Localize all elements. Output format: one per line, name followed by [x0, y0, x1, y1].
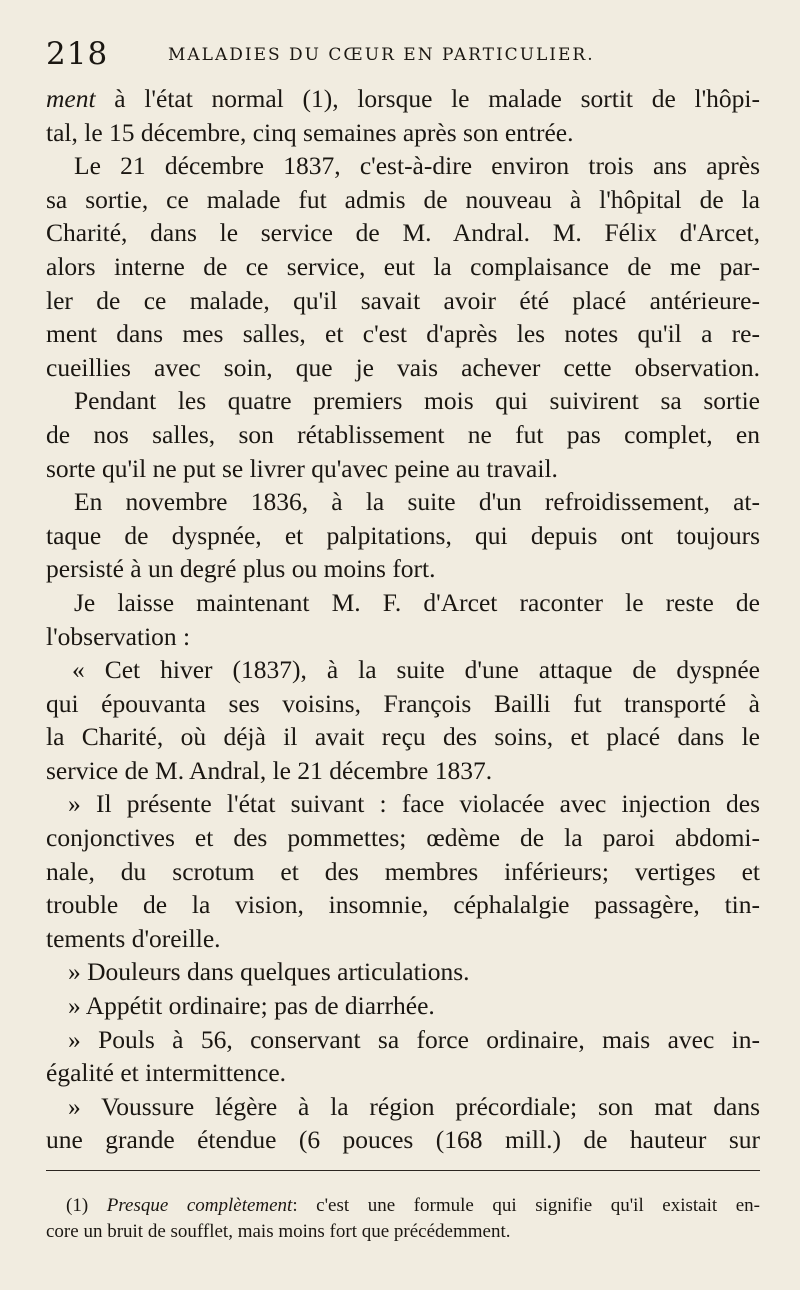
text-line: sa sortie, ce malade fut admis de nouveau à l'hôpital de la	[46, 184, 760, 214]
text-line: taque de dyspnée, et palpitations, qui depuis ont toujours	[46, 520, 760, 550]
text-line: » Douleurs dans quelques articulations.	[68, 957, 470, 987]
footnote-italic-term: Presque complètement	[106, 1195, 293, 1216]
text-line: » Appétit ordinaire; pas de diarrhée.	[68, 991, 435, 1021]
text-line: nale, du scrotum et des membres inférieurs; vertiges et	[46, 856, 760, 886]
page-header	[46, 34, 766, 74]
text-line: Pendant les quatre premiers mois qui suivirent sa sortie	[74, 386, 760, 416]
text-line: sorte qu'il ne put se livrer qu'avec peine au travail.	[46, 453, 558, 483]
footnote-text: : c'est une formule qui signifie qu'il existait en-	[292, 1195, 760, 1216]
footnote-line: core un bruit de soufflet, mais moins fort que précédemment.	[46, 1221, 511, 1242]
text-line: qui épouvanta ses voisins, François Bailli fut transporté à	[46, 688, 760, 718]
text-line: trouble de la vision, insomnie, céphalalgie passagère, tin-	[46, 890, 760, 920]
running-head: MALADIES DU CŒUR EN PARTICULIER.	[168, 45, 595, 65]
text-line	[46, 82, 760, 116]
text-line: » Il présente l'état suivant : face violacée avec injection des	[68, 789, 760, 819]
page-number: 218	[46, 36, 109, 72]
text-run: à l'état normal (1), lorsque le malade sortit de l'hôpi-	[95, 84, 760, 113]
body-text	[46, 82, 760, 1157]
text-line: « Cet hiver (1837), à la suite d'une attaque de dyspnée	[72, 655, 760, 685]
footnote-line	[46, 1193, 760, 1219]
text-line: Le 21 décembre 1837, c'est-à-dire environ trois ans après	[74, 151, 760, 181]
text-line: alors interne de ce service, eut la complaisance de me par-	[46, 251, 760, 281]
text-line: En novembre 1836, à la suite d'un refroidissement, at-	[74, 487, 760, 517]
text-line: conjonctives et des pommettes; œdème de la paroi abdomi-	[46, 823, 760, 853]
text-line: service de M. Andral, le 21 décembre 1837.	[46, 755, 493, 785]
text-line: la Charité, où déjà il avait reçu des soins, et placé dans le	[46, 722, 760, 752]
text-line: ment dans mes salles, et c'est d'après les notes qu'il a re-	[46, 319, 760, 349]
text-line: de nos salles, son rétablissement ne fut pas complet, en	[46, 419, 760, 449]
text-line: égalité et intermittence.	[46, 1058, 287, 1088]
footnote-marker: (1)	[66, 1195, 89, 1216]
text-line: l'observation :	[46, 621, 191, 651]
text-line: Charité, dans le service de M. Andral. M. Félix d'Arcet,	[46, 218, 760, 248]
text-line: une grande étendue (6 pouces (168 mill.) de hauteur sur	[46, 1125, 760, 1155]
text-line: » Pouls à 56, conservant sa force ordinaire, mais avec in-	[68, 1024, 760, 1054]
text-line: tal, le 15 décembre, cinq semaines après son entrée.	[46, 117, 574, 147]
text-line: cueillies avec soin, que je vais achever cette observation.	[46, 352, 760, 382]
italic-word: ment	[46, 84, 96, 113]
text-line: ler de ce malade, qu'il savait avoir été placé antérieure-	[46, 285, 760, 315]
footnote	[46, 1193, 760, 1245]
footnote-divider	[46, 1170, 760, 1171]
text-line: persisté à un degré plus ou moins fort.	[46, 554, 436, 584]
text-line: tements d'oreille.	[46, 923, 221, 953]
text-line: » Voussure légère à la région précordiale; son mat dans	[68, 1091, 760, 1121]
text-line: Je laisse maintenant M. F. d'Arcet raconter le reste de	[74, 587, 760, 617]
